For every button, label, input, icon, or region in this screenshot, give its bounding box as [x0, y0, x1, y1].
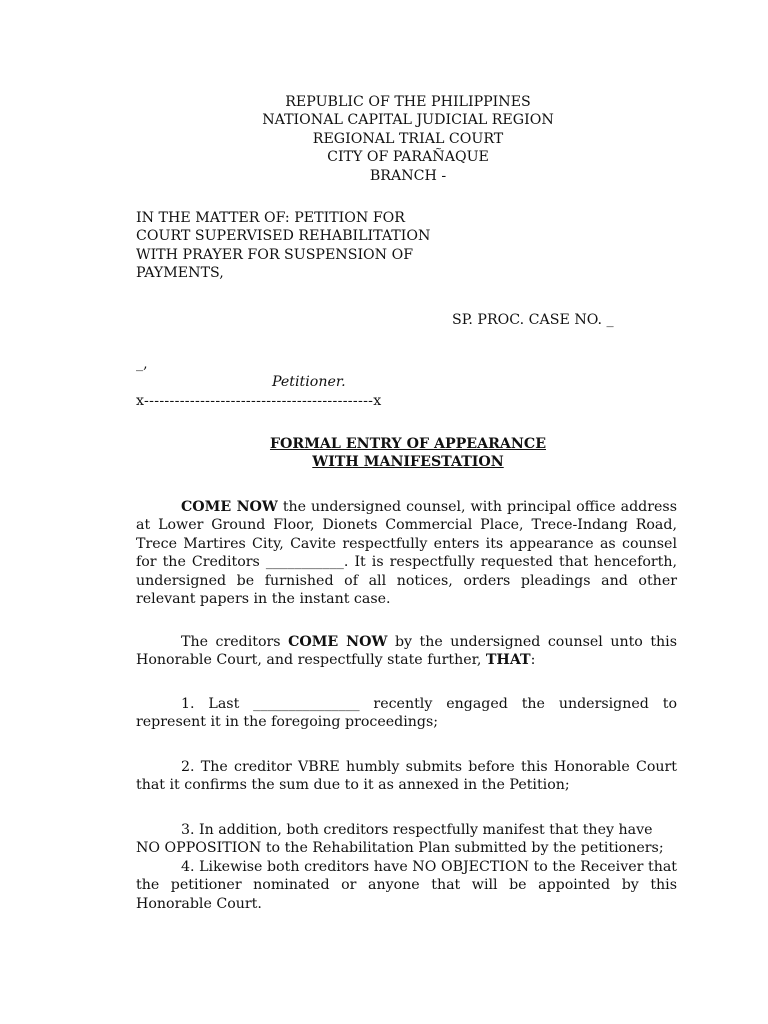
matter-line-1: IN THE MATTER OF: PETITION FOR [136, 210, 405, 226]
creditors-text-mid: by the undersigned counsel unto this Honorable Court, and respectfully state further, [136, 634, 677, 669]
come-now-bold: COME NOW [181, 499, 278, 515]
petitioner-label: Petitioner. [272, 374, 346, 390]
paragraph-appearance-text: the undersigned counsel, with principal office address at Lower Ground Floor, Dionets Commercial Place, Trece-Indang Road, Trece Martires City, Cavite respectfully enters its appearance as counsel for the Creditors ___________. It is respectfully requested that henceforth, undersigned be furnished of all notices, orders pleadings and other relevant papers in the instant case. [136, 499, 677, 608]
creditors-text-post: : [530, 652, 536, 669]
caption-separator: x---------------------------------------------x [136, 393, 382, 409]
paragraph-item-2 [136, 758, 677, 795]
item-2-text: 2. The creditor VBRE humbly submits before this Honorable Court that it confirms the sum due to it as annexed in the Petition; [136, 759, 677, 794]
item-1-text: 1. Last _______________ recently engaged the undersigned to represent it in the foregoing proceedings; [136, 696, 677, 731]
petitioner-name-blank: _, [136, 356, 148, 372]
matter-line-2: COURT SUPERVISED REHABILITATION [136, 228, 431, 245]
paragraph-item-3 [136, 821, 677, 858]
that-bold: THAT [485, 652, 531, 669]
case-matter [136, 209, 430, 283]
creditors-come-now-bold: COME NOW [288, 634, 388, 650]
title-line-2: WITH MANIFESTATION [312, 454, 504, 471]
item-4-text: 4. Likewise both creditors have NO OBJECTION to the Receiver that the petitioner nominated or anyone that will be appointed by this Honorable Court. [136, 859, 677, 912]
paragraph-appearance [136, 498, 677, 608]
item-3-line-2: NO OPPOSITION to the Rehabilitation Plan submitted by the petitioners; [136, 840, 664, 857]
caption-court: REGIONAL TRIAL COURT [312, 130, 504, 147]
paragraph-creditors [136, 633, 677, 670]
court-caption [0, 93, 768, 185]
matter-line-4: PAYMENTS, [136, 265, 224, 282]
case-number: SP. PROC. CASE NO. _ [452, 312, 614, 328]
caption-region: NATIONAL CAPITAL JUDICIAL REGION [262, 112, 554, 129]
item-3-line-1: 3. In addition, both creditors respectfully manifest that they have [181, 822, 653, 838]
paragraph-item-4 [136, 858, 677, 913]
caption-republic: REPUBLIC OF THE PHILIPPINES [285, 94, 531, 110]
paragraph-item-1 [136, 695, 677, 732]
caption-city: CITY OF PARAÑAQUE [327, 149, 489, 166]
document-title [0, 435, 768, 472]
matter-line-3: WITH PRAYER FOR SUSPENSION OF [136, 246, 414, 263]
creditors-text-pre: The creditors [181, 634, 289, 650]
caption-branch: BRANCH - [369, 167, 447, 184]
title-line-1: FORMAL ENTRY OF APPEARANCE [269, 436, 547, 452]
